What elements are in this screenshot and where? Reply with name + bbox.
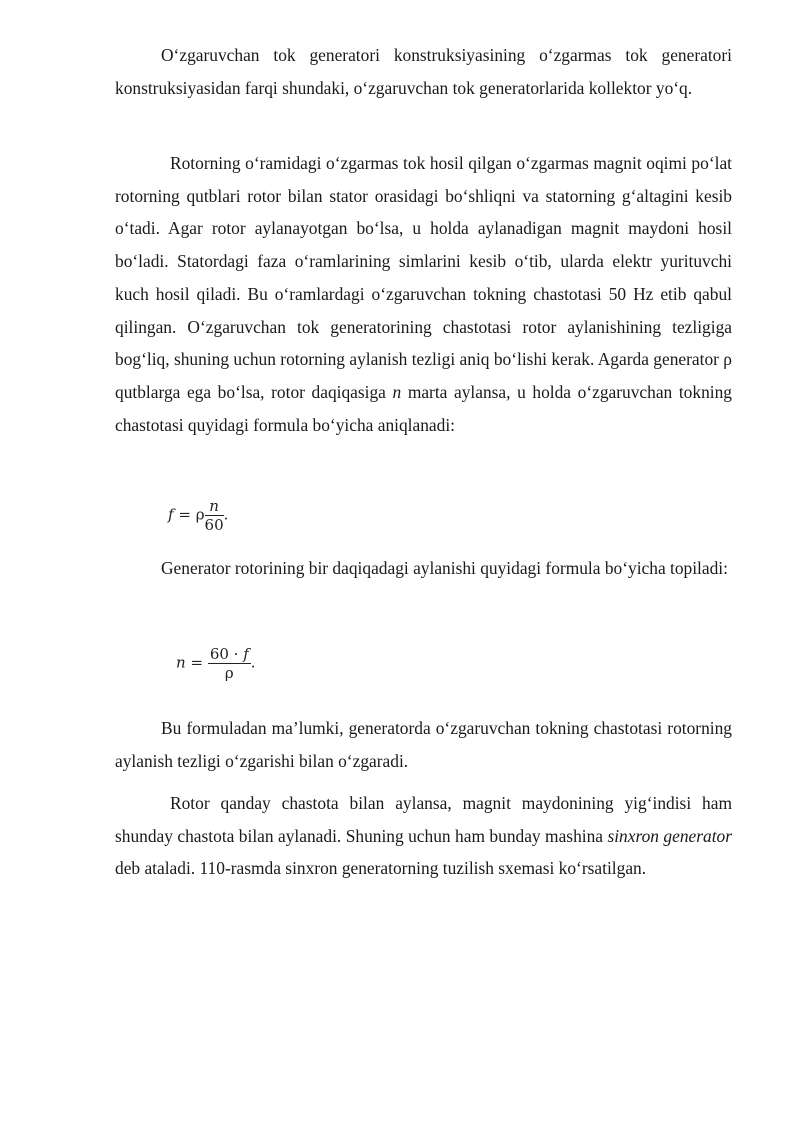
formula2-period: . (250, 653, 256, 672)
formula-denominator: 60 (204, 516, 224, 534)
term-synchronous-generator: sinxron generator (607, 825, 732, 846)
formula2-numerator (208, 645, 251, 664)
formula2-numerator-frequency: f (243, 645, 249, 663)
formula2-denominator: ρ (224, 664, 234, 682)
paragraph-synchronous-generator (115, 787, 732, 885)
paragraph-frequency-dependence (115, 712, 732, 777)
formula2-speed-symbol: n (176, 653, 186, 672)
paragraph-synchronous-generator-text: Rotor qanday chastota bilan aylansa, magnit maydonining yig‘indisi ham shunday chastota bilan aylanadi. Shuning uchun ham bunday mashina (115, 793, 732, 846)
formula-frequency-symbol: f (168, 505, 174, 524)
rotation-speed-formula (176, 645, 256, 682)
frequency-formula (168, 497, 228, 534)
formula-fraction (205, 497, 224, 534)
paragraph-rotation-formula-intro (115, 552, 732, 585)
paragraph-rotor-flux (115, 147, 732, 441)
formula-period: . (223, 505, 229, 524)
formula2-fraction (208, 645, 251, 682)
speed-variable-n: n (392, 381, 402, 402)
formula-equals-sign: = (178, 505, 191, 524)
paragraph-frequency-dependence-text: Bu formuladan ma’lumki, generatorda o‘zgaruvchan tokning chastotasi rotorning aylanish tezligi o‘zgarishi bilan o‘zgaradi. (115, 718, 732, 771)
formula-numerator: n (205, 497, 224, 516)
paragraph-synchronous-generator-text-end: deb ataladi. 110-rasmda sinxron generatorning tuzilish sxemasi ko‘rsatilgan. (115, 858, 647, 879)
formula2-numerator-constant: 60 · (209, 645, 244, 663)
paragraph-rotation-formula-intro-text: Generator rotorining bir daqiqadagi aylanishi quyidagi formula bo‘yicha topiladi: (161, 558, 728, 578)
paragraph-rotor-flux-text-end: marta aylansa, u holda o‘zgaruvchan tokning chastotasi quyidagi formula bo‘yicha aniqlanadi: (115, 381, 732, 435)
paragraph-intro-text: O‘zgaruvchan tok generatori konstruksiyasining o‘zgarmas tok generatori konstruksiyasidan farqi shundaki, o‘zgaruvchan tok generatorlarida kollektor yo‘q. (115, 45, 732, 98)
formula-pole-symbol: ρ (195, 505, 205, 524)
formula2-equals-sign: = (190, 653, 204, 672)
paragraph-rotor-flux-text: Rotorning o‘ramidagi o‘zgarmas tok hosil qilgan o‘zgarmas magnit oqimi po‘lat rotorning qutblari rotor bilan stator orasidagi bo‘shliqni va statorning g‘altagini kesib o‘tadi. Agar rotor aylanayotgan bo‘lsa, u holda aylanadigan magnit maydoni hosil bo‘ladi. Statordagi faza o‘ramlarining simlarini kesib o‘tib, ularda elektr yurituvchi kuch hosil qiladi. Bu o‘ramlardagi o‘zgaruvchan tokning chastotasi 50 Hz etib qabul qilingan. O‘zgaruvchan tok generatorining chastotasi rotor aylanishining tezligiga bog‘liq, shuning uchun rotorning aylanish tezligi aniq bo‘lishi kerak. Agarda generator ρ qutblarga ega bo‘lsa, rotor daqiqasiga (115, 153, 732, 402)
paragraph-intro (115, 39, 732, 104)
